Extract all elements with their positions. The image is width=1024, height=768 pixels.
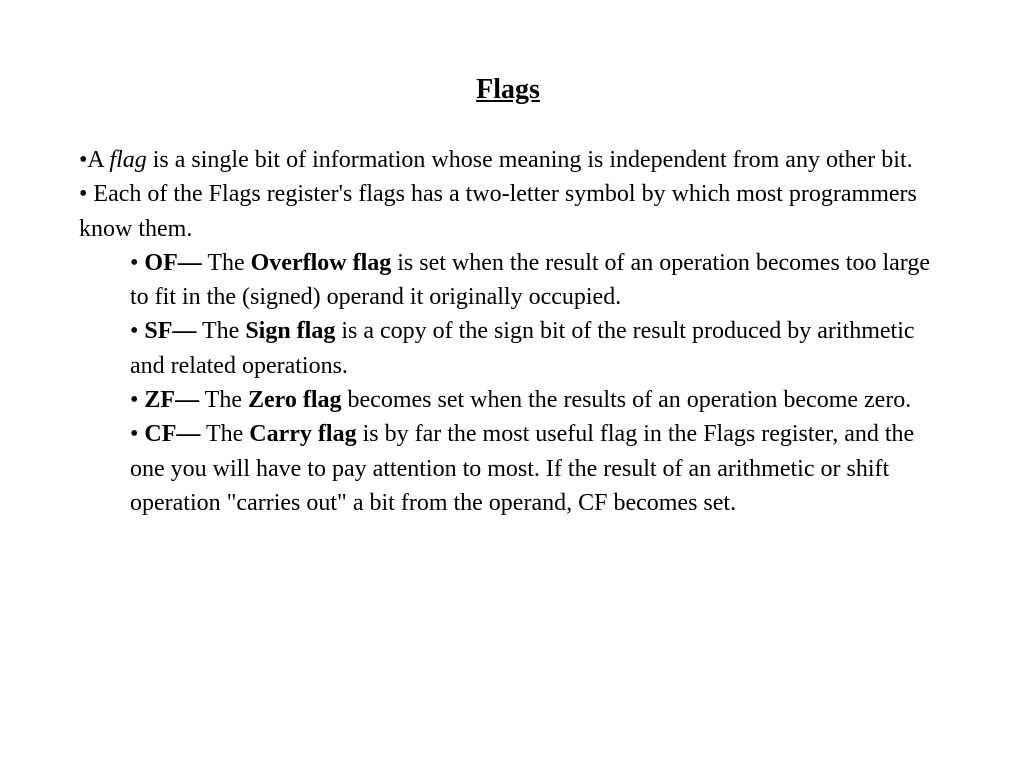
bullet-flag-definition [79,143,959,177]
bullet-carry-flag [130,417,950,520]
flag-description: is by far the most useful flag in the Flags register, and the one you will have to pay attention to most. If the result of an arithmetic or shift operation "carries out" a bit from the operand, CF becomes set. [130,421,915,516]
flag-name: Carry flag [249,421,357,448]
flag-article: The [207,249,245,276]
flag-name: Sign flag [245,318,336,345]
flag-symbol: CF— [144,421,201,448]
slide-title: Flags [476,74,540,105]
flag-name: Overflow flag [250,249,392,276]
bullet-marker: • [79,181,88,208]
bullet-marker: • [130,249,139,276]
flag-symbol: SF— [144,318,197,345]
flag-description: is set when the result of an operation becomes too large to fit in the (signed) operand it originally occupied. [130,249,930,311]
bullet-text: Each of the Flags register's flags has a two-letter symbol by which most programmers know them. [79,181,917,242]
bullet-marker: • [130,387,139,414]
flag-description: is a copy of the sign bit of the result produced by arithmetic and related operations. [130,318,915,379]
bullet-text: is a single bit of information whose meaning is independent from any other bit. [152,147,913,173]
flag-description: becomes set when the results of an operation become zero. [347,387,912,414]
bullet-zero-flag [130,383,950,417]
bullet-two-letter-symbols [79,177,959,246]
flag-article: The [204,387,242,414]
bullet-marker: • [130,421,139,448]
bullet-sign-flag [130,314,950,383]
flag-article: The [202,318,240,345]
bullet-overflow-flag [130,246,950,315]
flag-name: Zero flag [247,387,342,414]
flag-term: flag [109,147,147,173]
slide-body [79,143,959,520]
flag-symbol: ZF— [144,387,200,414]
bullet-marker: • [130,318,139,345]
flag-symbol: OF— [144,249,202,276]
bullet-marker: •A [79,147,104,173]
flag-article: The [205,421,244,448]
